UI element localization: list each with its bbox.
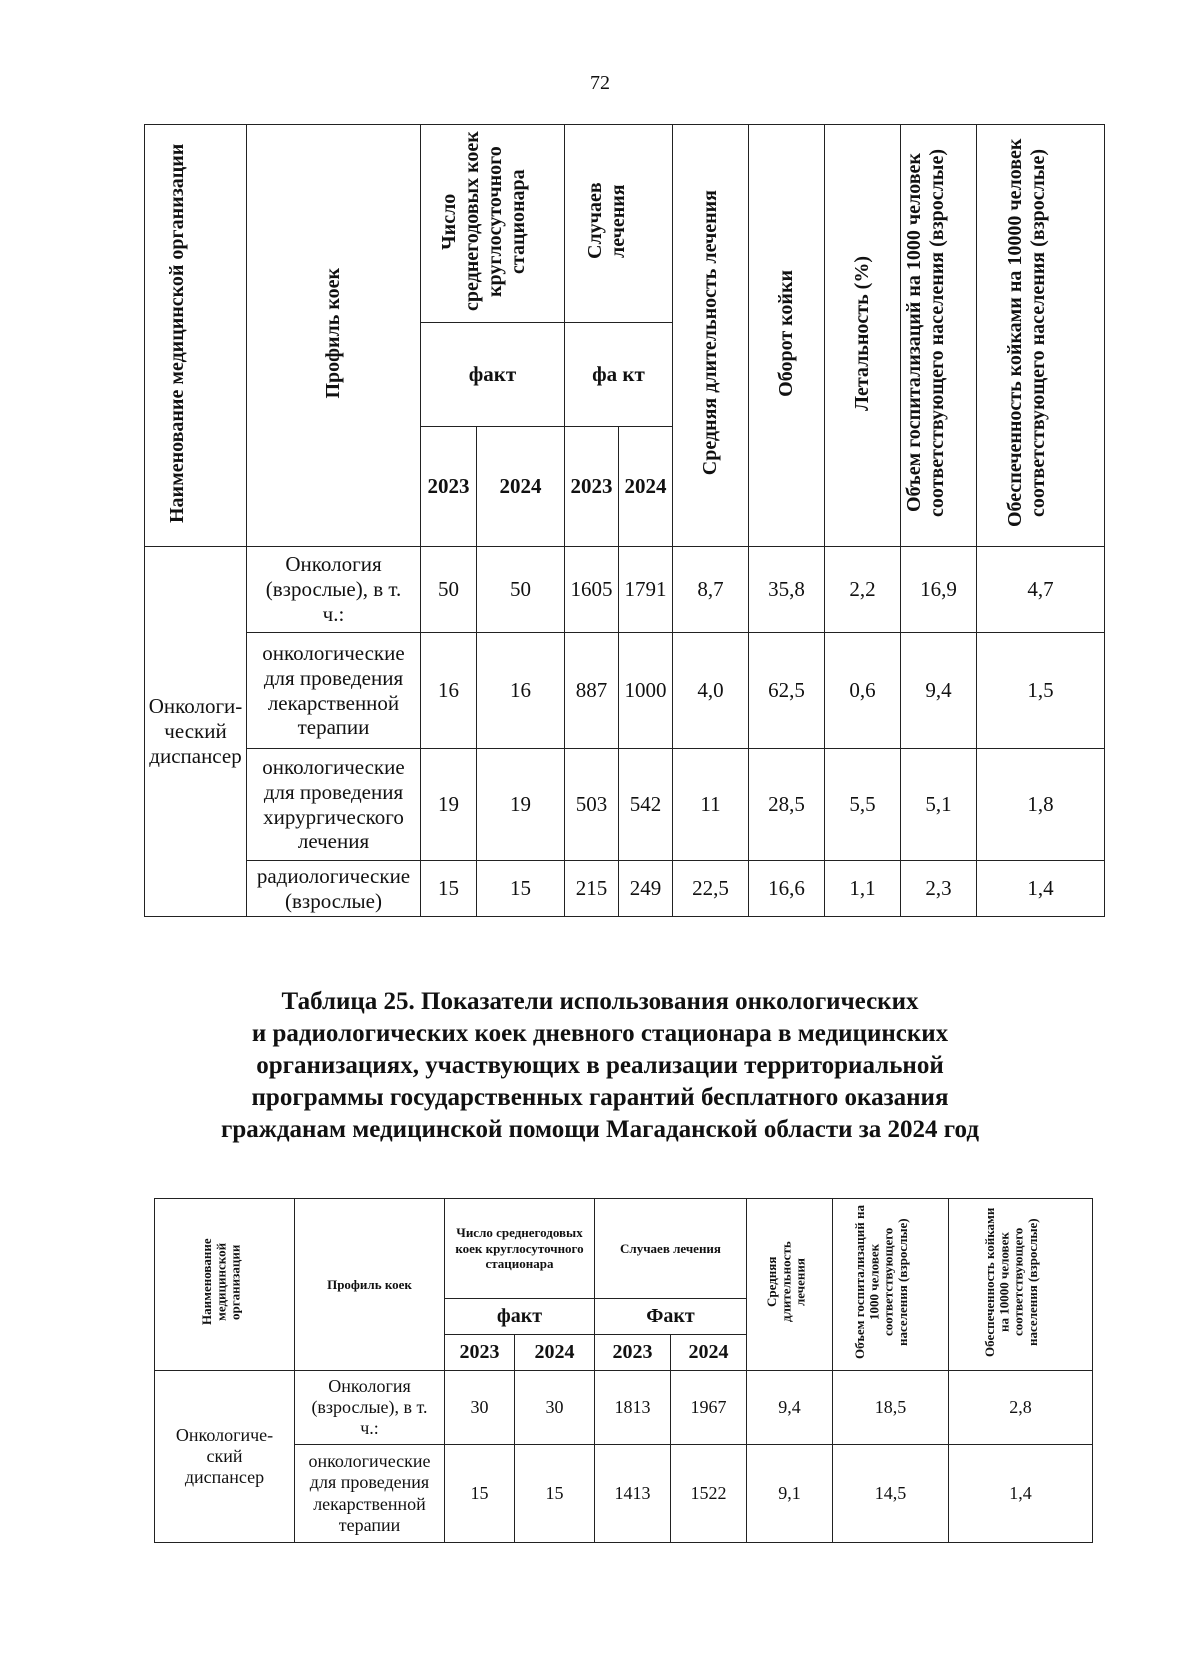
value-cell: 16 [421,633,477,749]
value-cell: 35,8 [749,547,825,633]
value-cell: 30 [515,1371,595,1445]
profile-cell: онкологические для проведения хирургического лечения [247,749,421,861]
value-cell: 62,5 [749,633,825,749]
value-cell: 22,5 [673,861,749,917]
table-row [145,749,1105,861]
value-cell: 28,5 [749,749,825,861]
header-duration: Средняя длительность лечения [747,1199,833,1371]
header-cases: Случаев лечения [595,1199,747,1299]
header-org: Наименование медицинской организации [155,1199,295,1371]
header-profile: Профиль коек [247,125,421,547]
value-cell: 2,2 [825,547,901,633]
bed-usage-table-round-the-clock [144,124,1105,917]
profile-cell: Онкология (взрослые), в т. ч.: [247,547,421,633]
header-fact-beds: факт [421,323,565,427]
value-cell: 16 [477,633,565,749]
page-number: 72 [590,72,610,94]
value-cell: 1,8 [977,749,1105,861]
value-cell: 8,7 [673,547,749,633]
header-turnover: Оборот койки [749,125,825,547]
header-beds-2023: 2023 [445,1335,515,1371]
value-cell: 16,6 [749,861,825,917]
header-lethality: Летальность (%) [825,125,901,547]
table-row [155,1445,1093,1543]
header-beds-2024: 2024 [477,427,565,547]
value-cell: 542 [619,749,673,861]
value-cell: 249 [619,861,673,917]
header-provision: Обеспеченность койками на 10000 человек соответствующего населения (взрослые) [977,125,1105,547]
value-cell: 1000 [619,633,673,749]
value-cell: 1791 [619,547,673,633]
header-volume: Объем госпитализаций на 1000 человек соответствующего населения (взрослые) [901,125,977,547]
header-fact-beds: факт [445,1299,595,1335]
value-cell: 50 [421,547,477,633]
value-cell: 1,5 [977,633,1105,749]
value-cell: 887 [565,633,619,749]
header-profile: Профиль коек [295,1199,445,1371]
profile-cell: радиологические (взрослые) [247,861,421,917]
header-fact-cases: фа кт [565,323,673,427]
value-cell: 15 [421,861,477,917]
value-cell: 1,4 [977,861,1105,917]
value-cell: 5,1 [901,749,977,861]
value-cell: 18,5 [833,1371,949,1445]
caption-line: гражданам медицинской помощи Магаданской области за 2024 год [221,1116,979,1143]
value-cell: 9,4 [747,1371,833,1445]
table-row [155,1371,1093,1445]
header-cases-2024: 2024 [671,1335,747,1371]
value-cell: 1,4 [949,1445,1093,1543]
value-cell: 1413 [595,1445,671,1543]
caption-line: и радиологических коек дневного стационара в медицинских [251,1020,949,1047]
profile-cell: онкологические для проведения лекарственной терапии [295,1445,445,1543]
header-beds: Число среднегодовых коек круглосуточного стационара [421,125,565,323]
value-cell: 1813 [595,1371,671,1445]
value-cell: 50 [477,547,565,633]
header-cases: Случаев лечения [565,125,673,323]
value-cell: 1967 [671,1371,747,1445]
header-duration: Средняя длительность лечения [673,125,749,547]
caption-line: организациях, участвующих в реализации территориальной [256,1052,944,1079]
bed-usage-table-day-hospital [154,1198,1093,1543]
table-row [145,547,1105,633]
value-cell: 5,5 [825,749,901,861]
value-cell: 1522 [671,1445,747,1543]
header-cases-2024: 2024 [619,427,673,547]
value-cell: 14,5 [833,1445,949,1543]
header-org: Наименование медицинской организации [145,125,247,547]
value-cell: 15 [515,1445,595,1543]
value-cell: 4,7 [977,547,1105,633]
caption-line: программы государственных гарантий бесплатного оказания [251,1084,949,1111]
value-cell: 19 [421,749,477,861]
value-cell: 15 [445,1445,515,1543]
header-beds-2023: 2023 [421,427,477,547]
table-caption [150,986,1050,1146]
value-cell: 19 [477,749,565,861]
value-cell: 215 [565,861,619,917]
value-cell: 1605 [565,547,619,633]
value-cell: 0,6 [825,633,901,749]
header-beds: Число среднегодовых коек круглосуточного стационара [445,1199,595,1299]
value-cell: 9,1 [747,1445,833,1543]
value-cell: 11 [673,749,749,861]
value-cell: 16,9 [901,547,977,633]
org-name-cell: Онкологиче- ский диспансер [155,1371,295,1543]
value-cell: 503 [565,749,619,861]
value-cell: 2,8 [949,1371,1093,1445]
value-cell: 4,0 [673,633,749,749]
value-cell: 2,3 [901,861,977,917]
value-cell: 9,4 [901,633,977,749]
org-name-cell: Онкологи- ческий диспансер [145,547,247,917]
value-cell: 30 [445,1371,515,1445]
header-cases-2023: 2023 [595,1335,671,1371]
profile-cell: Онкология (взрослые), в т. ч.: [295,1371,445,1445]
header-provision: Обеспеченность койками на 10000 человек соответствующего населения (взрослые) [949,1199,1093,1371]
table-row [145,861,1105,917]
value-cell: 15 [477,861,565,917]
value-cell: 1,1 [825,861,901,917]
table-row [145,633,1105,749]
header-fact-cases: Факт [595,1299,747,1335]
caption-line: Таблица 25. Показатели использования онкологических [281,988,919,1015]
header-volume: Объем госпитализаций на 1000 человек соответствующего населения (взрослые) [833,1199,949,1371]
header-cases-2023: 2023 [565,427,619,547]
header-beds-2024: 2024 [515,1335,595,1371]
profile-cell: онкологические для проведения лекарственной терапии [247,633,421,749]
